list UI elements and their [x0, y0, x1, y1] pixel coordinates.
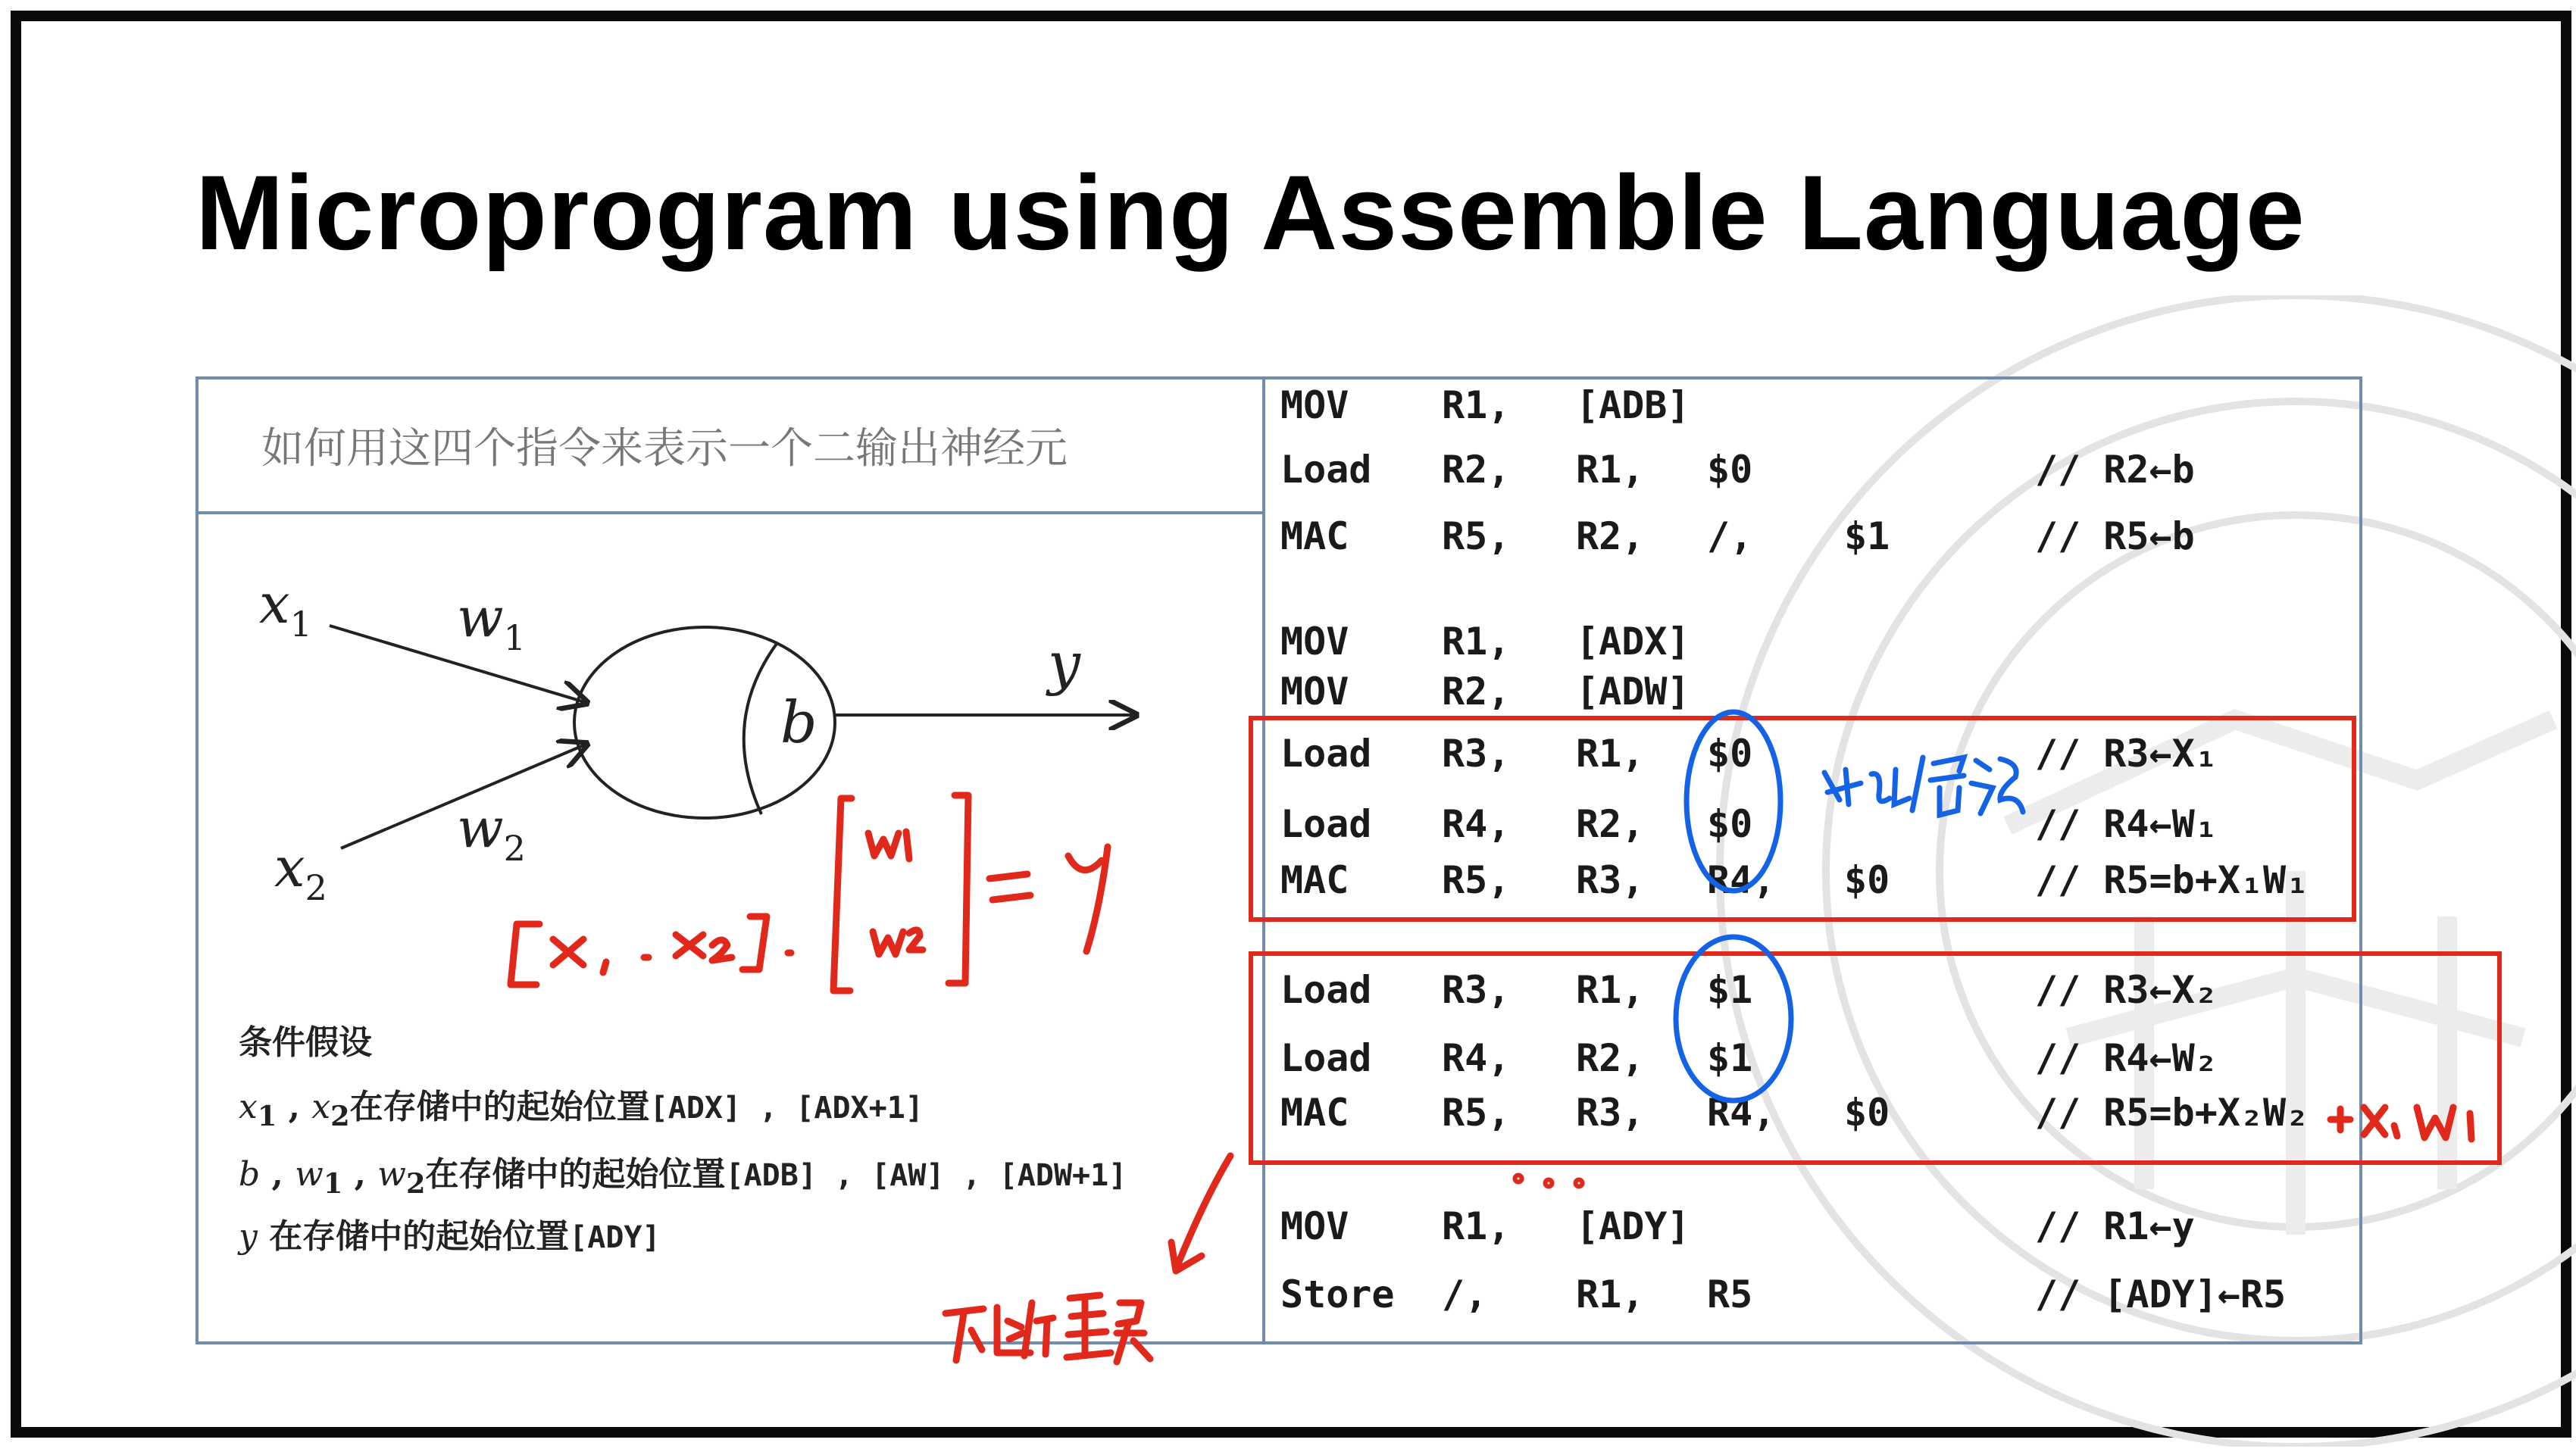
label-x1: $x_1$ [259, 572, 312, 645]
offset-circle-bottom [1676, 937, 1791, 1101]
code-operand: $1 [1844, 514, 1890, 558]
code-operand: R4, [1442, 802, 1511, 846]
code-opcode: Store [1280, 1272, 1395, 1316]
label-bias: b [780, 689, 818, 756]
code-comment: // R3←X₁ [2035, 732, 2218, 776]
code-operand: R5, [1442, 1091, 1511, 1135]
code-operand: R2, [1442, 670, 1511, 714]
code-operand: $0 [1707, 732, 1753, 776]
code-operand: [ADX] [1576, 620, 1690, 664]
handwritten-ellipsis-dots [1516, 1176, 1581, 1185]
code-operand: R1, [1576, 448, 1645, 492]
code-operand: R5, [1442, 858, 1511, 902]
code-opcode: MAC [1280, 514, 1349, 558]
code-opcode: Load [1280, 968, 1372, 1012]
code-operand: R1, [1442, 620, 1511, 664]
code-comment: // R4←W₁ [2035, 802, 2218, 846]
code-operand: R2, [1576, 514, 1645, 558]
code-comment: // R1←y [2035, 1204, 2195, 1248]
code-operand: R3, [1576, 1091, 1645, 1135]
code-opcode: Load [1280, 448, 1372, 492]
handwritten-vector-equation [511, 795, 1108, 991]
code-operand: R1, [1442, 1204, 1511, 1248]
code-opcode: Load [1280, 732, 1372, 776]
code-operand: $0 [1707, 448, 1753, 492]
code-operand: R2, [1442, 448, 1511, 492]
handwritten-plus-x1w1 [2331, 1107, 2471, 1139]
code-operand: $0 [1844, 1091, 1890, 1135]
code-operand: /, [1442, 1272, 1488, 1316]
code-operand: [ADB] [1576, 383, 1690, 427]
code-operand: $0 [1844, 858, 1890, 902]
label-w1: $w_1$ [457, 585, 526, 658]
handwritten-pointer-arrow [1171, 1156, 1230, 1271]
code-comment: // R5=b+X₂W₂ [2035, 1091, 2309, 1135]
code-operand: R2, [1576, 802, 1645, 846]
code-operand: R1, [1576, 968, 1645, 1012]
code-operand: R2, [1576, 1036, 1645, 1080]
code-operand: [ADW] [1576, 670, 1690, 714]
code-opcode: Load [1280, 1036, 1372, 1080]
code-opcode: MOV [1280, 670, 1349, 714]
code-operand: R1, [1576, 732, 1645, 776]
code-opcode: MAC [1280, 858, 1349, 902]
label-x2: $x_2$ [274, 835, 327, 908]
assumptions-heading: 条件假设 [239, 1023, 372, 1062]
code-comment: // R5=b+X₁W₁ [2035, 858, 2309, 902]
code-operand: R4, [1442, 1036, 1511, 1080]
handwritten-repeat-note [946, 1295, 1150, 1362]
code-opcode: MAC [1280, 1091, 1349, 1135]
code-operand: [ADY] [1576, 1204, 1690, 1248]
code-opcode: MOV [1280, 1204, 1349, 1248]
offset-circle-top [1687, 712, 1780, 891]
code-opcode: MOV [1280, 383, 1349, 427]
code-operand: R5, [1442, 514, 1511, 558]
code-comment: // R2←b [2035, 448, 2195, 492]
code-opcode: MOV [1280, 620, 1349, 664]
slide-title: Microprogram using Assemble Language [195, 153, 2306, 272]
code-operand: R4, [1707, 1091, 1776, 1135]
address-offset-handwriting [1824, 757, 2023, 815]
assumption-y-location: y 在存储中的起始位置[ADY] [239, 1217, 661, 1256]
code-operand: R1, [1576, 1272, 1645, 1316]
code-opcode: Load [1280, 802, 1372, 846]
question-text: 如何用这四个指令来表示一个二输出神经元 [261, 424, 1068, 473]
code-comment: // R5←b [2035, 514, 2195, 558]
assumption-x-location: $x_1$ , $x_2$在存储中的起始位置[ADX] , [ADX+1] [239, 1088, 924, 1132]
code-operand: R3, [1576, 858, 1645, 902]
code-operand: R5 [1707, 1272, 1753, 1316]
code-operand: $1 [1707, 968, 1753, 1012]
assumption-weight-location: b , $w_1$ , $w_2$在存储中的起始位置[ADB] , [AW] , [ADW+1] [239, 1155, 1127, 1200]
code-operand: R3, [1442, 732, 1511, 776]
code-operand: R3, [1442, 968, 1511, 1012]
code-comment: // R4←W₂ [2035, 1036, 2218, 1080]
code-operand: /, [1707, 514, 1753, 558]
code-comment: // [ADY]←R5 [2035, 1272, 2287, 1316]
code-operand: R4, [1707, 858, 1776, 902]
label-output: y [1048, 629, 1080, 697]
code-comment: // R3←X₂ [2035, 968, 2218, 1012]
code-operand: $0 [1707, 802, 1753, 846]
code-operand: R1, [1442, 383, 1511, 427]
code-operand: $1 [1707, 1036, 1753, 1080]
label-w2: $w_2$ [457, 796, 526, 869]
